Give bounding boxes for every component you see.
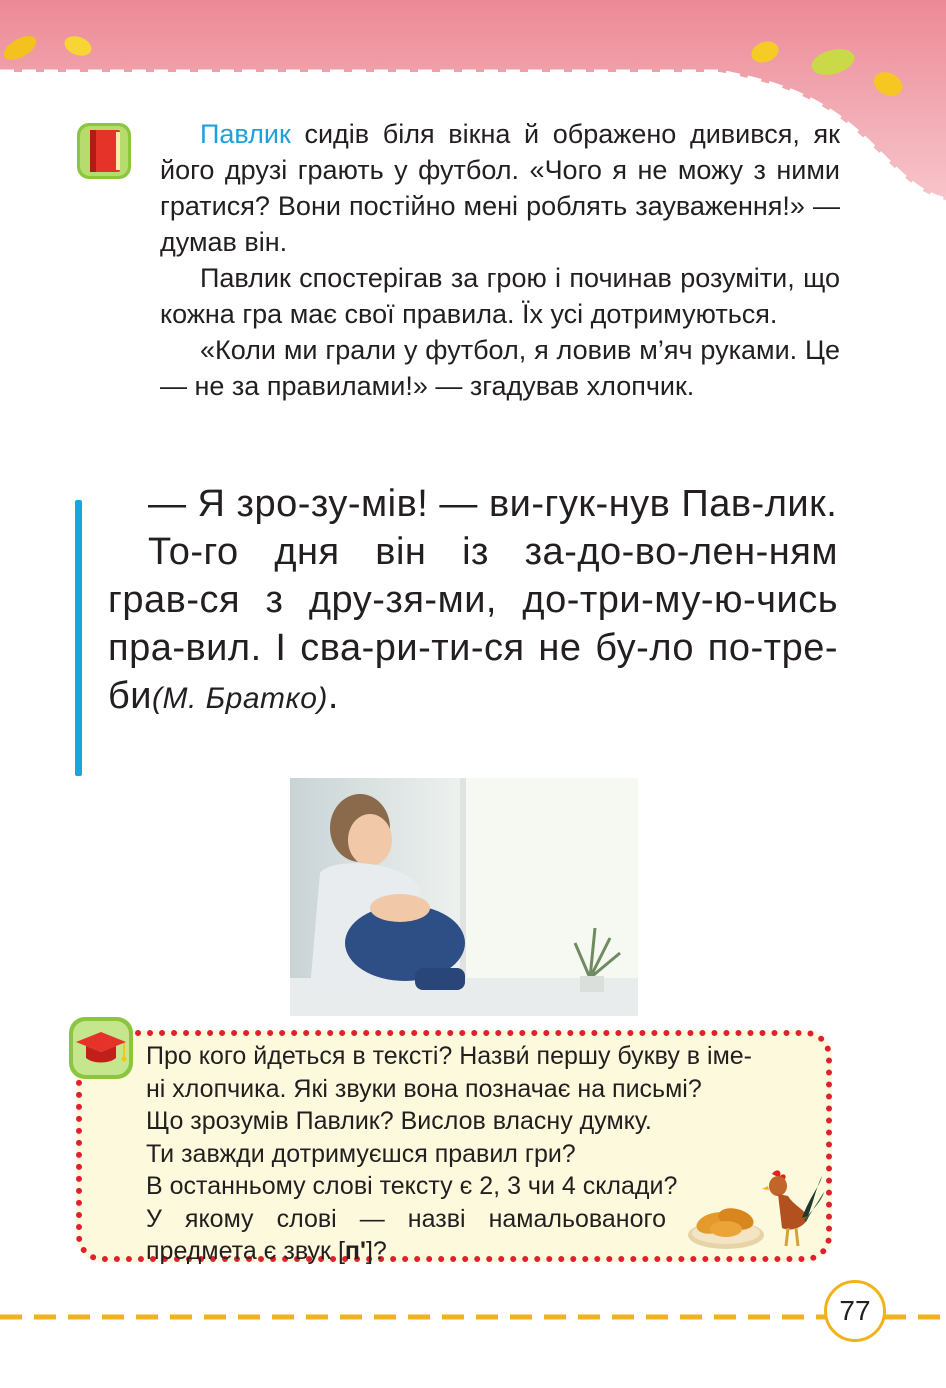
- syllable-paragraph-1: — Я зро-зу-мів! — ви-гук-нув Пав-лик.: [148, 483, 838, 525]
- question-2: Що зрозумів Павлик? Вислов власну думку.: [146, 1107, 652, 1135]
- sound-symbol: п': [344, 1237, 366, 1265]
- question-3: Ти завжди дотримуєшся правил гри?: [146, 1139, 576, 1168]
- reading-paragraph-2: Павлик спостерігав за грою і починав розуміти, що кожна гра має свої правила. Їх усі дотримуються.: [160, 263, 840, 329]
- boy-at-window-photo: [290, 778, 638, 1016]
- reading-text: сидів біля вікна й ображено дивився, як його друзі грають у футбол. «Чого я не можу з ними гратися? Вони постійно мені роблять зауваження!» — думав він.: [160, 119, 840, 257]
- rooster-icon: [758, 1166, 824, 1252]
- question-4: В останньому слові тексту є 2, 3 чи 4 склади?: [146, 1172, 678, 1200]
- syllable-text: [108, 480, 838, 723]
- page-number: 77: [824, 1280, 886, 1342]
- syllable-paragraph-2: [108, 528, 838, 723]
- question-5-text: У якому слові — назві намальованого: [146, 1204, 666, 1233]
- question-5-end: ]?: [365, 1237, 387, 1265]
- footer-dashed-line: [0, 1307, 946, 1313]
- reading-paragraph-1: [160, 116, 840, 260]
- accent-bar: [75, 500, 82, 776]
- book-icon: [76, 122, 132, 180]
- question-5-start: предмета є звук [: [146, 1237, 345, 1265]
- question-1-line-1: Про кого йдеться в тексті? Назви́ першу букву в іме-: [146, 1042, 752, 1070]
- reading-passage: [160, 116, 840, 404]
- question-1-line-2: ні хлопчика. Які звуки вона позначає на письмі?: [146, 1074, 702, 1103]
- sentence-end: .: [327, 675, 339, 717]
- character-name: Павлик: [200, 119, 291, 149]
- syllable-text-main: То-го дня він із за-до-во-лен-ням грав-ся з дру-зя-ми, до-три-му-ю-чись пра-вил. І сва-ри-ти-ся не бу-ло по-тре-би: [108, 531, 838, 717]
- pastry-basket-icon: [686, 1195, 766, 1253]
- graduation-cap-icon: [68, 1016, 134, 1080]
- author-credit: (М. Братко): [152, 682, 328, 715]
- reading-paragraph-3: «Коли ми грали у футбол, я ловив м’яч руками. Це — не за правилами!» — згадував хлопчик.: [160, 335, 840, 401]
